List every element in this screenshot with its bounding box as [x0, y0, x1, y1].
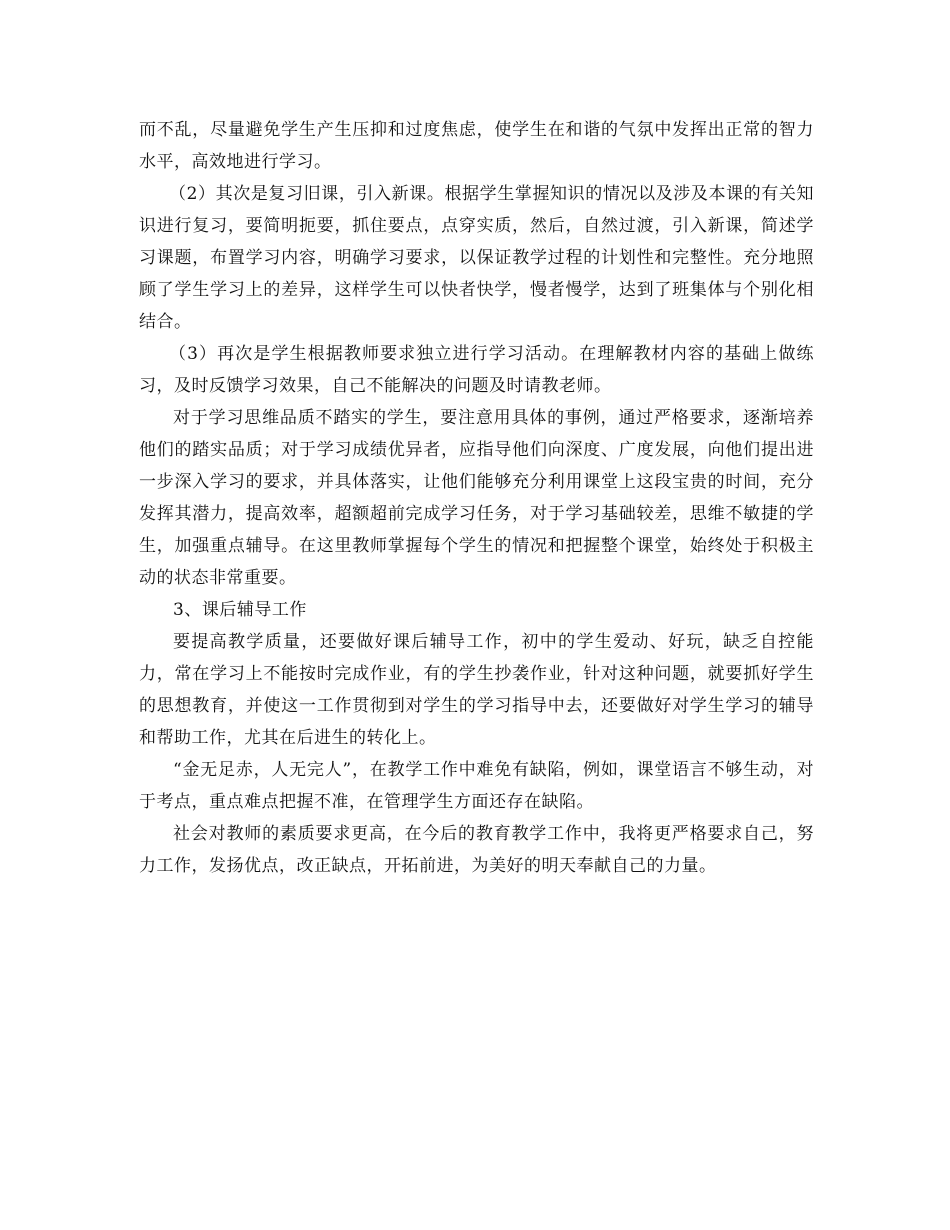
- paragraph-conclusion: 社会对教师的素质要求更高，在今后的教育教学工作中，我将更严格要求自己，努力工作，发扬优点，改正缺点，开拓前进，为美好的明天奉献自己的力量。: [139, 824, 814, 876]
- paragraph-step-2: （2）其次是复习旧课，引入新课。根据学生掌握知识的情况以及涉及本课的有关知识进行复习，要简明扼要，抓住要点，点穿实质，然后，自然过渡，引入新课，简述学习课题，布置学习内容，明确学习要求，以保证教学过程的计划性和完整性。充分地照顾了学生学习上的差异，这样学生可以快者快学，慢者慢学，达到了班集体与个别化相结合。: [139, 184, 814, 332]
- document-body: [139, 114, 814, 882]
- paragraph-student-guidance: 对于学习思维品质不踏实的学生，要注意用具体的事例，通过严格要求，逐渐培养他们的踏实品质；对于学习成绩优异者，应指导他们向深度、广度发展，向他们提出进一步深入学习的要求，并具体落实，让他们能够充分利用课堂上这段宝贵的时间，充分发挥其潜力，提高效率，超额超前完成学习任务，对于学习基础较差，思维不敏捷的学生，加强重点辅导。在这里教师掌握每个学生的情况和把握整个课堂，始终处于积极主动的状态非常重要。: [139, 408, 814, 588]
- paragraph-shortcomings: “金无足赤，人无完人”，在教学工作中难免有缺陷，例如，课堂语言不够生动，对于考点，重点难点把握不准，在管理学生方面还存在缺陷。: [139, 760, 814, 812]
- paragraph-step-3: （3）再次是学生根据教师要求独立进行学习活动。在理解教材内容的基础上做练习，及时反馈学习效果，自己不能解决的问题及时请教老师。: [139, 344, 814, 396]
- section-heading-after-class-tutoring: 3、课后辅导工作: [173, 600, 307, 620]
- paragraph-after-class-tutoring: 要提高教学质量，还要做好课后辅导工作，初中的学生爱动、好玩，缺乏自控能力，常在学习上不能按时完成作业，有的学生抄袭作业，针对这种问题，就要抓好学生的思想教育，并使这一工作贯彻到对学生的学习指导中去，还要做好对学生学习的辅导和帮助工作，尤其在后进生的转化上。: [139, 632, 814, 748]
- paragraph-continuation: 而不乱，尽量避免学生产生压抑和过度焦虑，使学生在和谐的气氛中发挥出正常的智力水平，高效地进行学习。: [139, 120, 814, 172]
